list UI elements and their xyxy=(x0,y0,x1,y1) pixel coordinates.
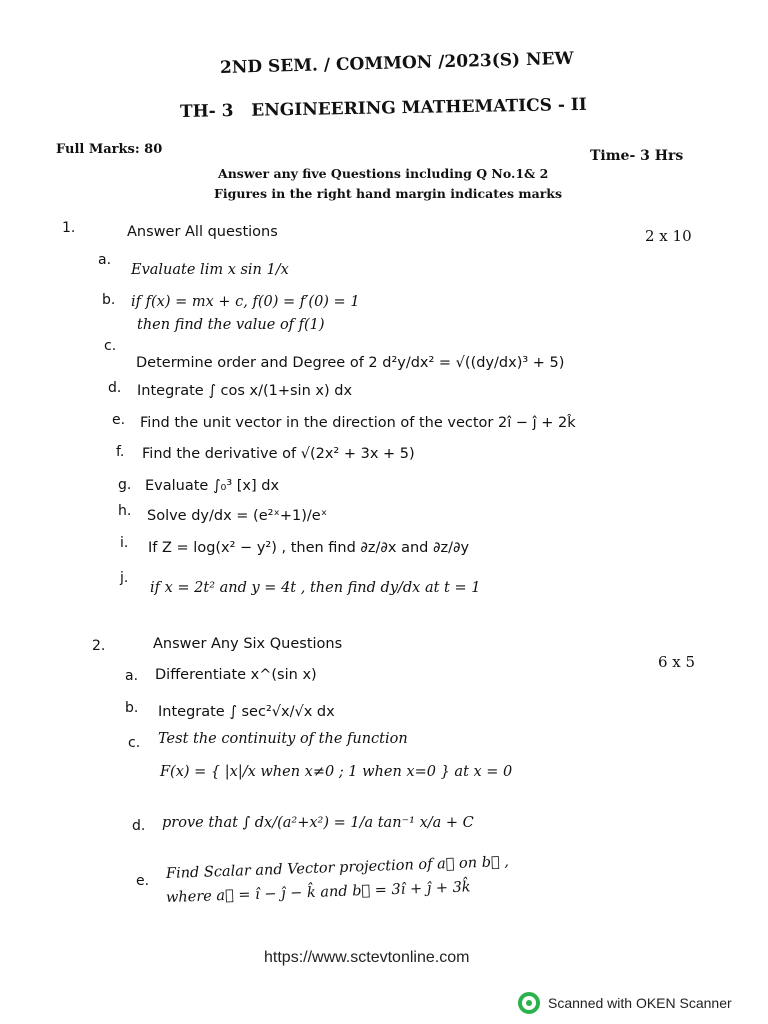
q1b-text: if f(x) = mx + c, f(0) = f′(0) = 1 xyxy=(131,294,360,310)
q1g-text: Evaluate ∫₀³ [x] dx xyxy=(145,478,280,494)
q1-title: Answer All questions xyxy=(127,224,278,240)
q2-marks: 6 x 5 xyxy=(658,653,696,671)
q1j-text: if x = 2t² and y = 4t , then find dy/dx at t = 1 xyxy=(150,580,481,596)
q1a-label: a. xyxy=(98,252,112,268)
q2d-text: prove that ∫ dx/(a²+x²) = 1/a tan⁻¹ x/a + C xyxy=(162,815,474,831)
instruction-line-2: Figures in the right hand margin indicates marks xyxy=(214,186,562,201)
q2b-text: Integrate ∫ sec²√x/√x dx xyxy=(158,704,335,720)
q2-title: Answer Any Six Questions xyxy=(153,636,343,652)
q1-number: 1. xyxy=(62,220,76,236)
q2b-label: b. xyxy=(125,700,139,716)
q1g-label: g. xyxy=(118,477,132,493)
q2e-label: e. xyxy=(136,873,150,889)
q2-number: 2. xyxy=(92,638,106,654)
q2a-label: a. xyxy=(125,668,139,684)
q1d-label: d. xyxy=(108,380,122,396)
q1e-text: Find the unit vector in the direction of the vector 2î − ĵ + 2k̂ xyxy=(140,415,576,431)
exam-semester-header: 2ND SEM. / COMMON /2023(S) NEW xyxy=(219,48,574,78)
q1f-text: Find the derivative of √(2x² + 3x + 5) xyxy=(142,446,415,462)
course-title: TH- 3 ENGINEERING MATHEMATICS - II xyxy=(179,94,587,122)
scanner-watermark xyxy=(518,992,732,1014)
q1e-label: e. xyxy=(112,412,126,428)
full-marks: Full Marks: 80 xyxy=(56,142,163,157)
q1j-label: j. xyxy=(120,570,129,586)
q2e-text-line2: where a⃗ = î − ĵ − k̂ and b⃗ = 3î + ĵ + 3k̂ xyxy=(165,879,471,906)
q1c-label: c. xyxy=(104,338,117,354)
website-url: https://www.sctevtonline.com xyxy=(264,949,470,966)
oken-scanner-logo-icon xyxy=(518,992,540,1014)
time-allowed: Time- 3 Hrs xyxy=(590,148,684,164)
q1d-text: Integrate ∫ cos x/(1+sin x) dx xyxy=(137,383,353,399)
q2e-text: Find Scalar and Vector projection of a⃗ on b⃗ , xyxy=(165,854,510,882)
q1a-text: Evaluate lim x sin 1/x xyxy=(131,262,289,278)
q2c-text: Test the continuity of the function xyxy=(158,731,408,747)
q2a-text: Differentiate x^(sin x) xyxy=(155,667,317,683)
instruction-line-1: Answer any five Questions including Q No.1& 2 xyxy=(218,166,549,181)
q1b-text-line2: then find the value of f(1) xyxy=(137,317,325,333)
q1h-text: Solve dy/dx = (e²ˣ+1)/eˣ xyxy=(147,508,328,524)
q2c-function: F(x) = { |x|/x when x≠0 ; 1 when x=0 } at x = 0 xyxy=(160,764,513,780)
q1i-text: If Z = log(x² − y²) , then find ∂z/∂x and ∂z/∂y xyxy=(148,540,470,556)
q1b-label: b. xyxy=(102,292,116,308)
q2d-label: d. xyxy=(132,818,146,834)
scanner-text: Scanned with OKEN Scanner xyxy=(548,995,732,1011)
q1h-label: h. xyxy=(118,503,132,519)
q1c-text: Determine order and Degree of 2 d²y/dx² = √((dy/dx)³ + 5) xyxy=(136,355,565,371)
q1f-label: f. xyxy=(116,444,125,460)
q1-marks: 2 x 10 xyxy=(645,227,692,245)
q2c-label: c. xyxy=(128,735,141,751)
q1i-label: i. xyxy=(120,535,129,551)
